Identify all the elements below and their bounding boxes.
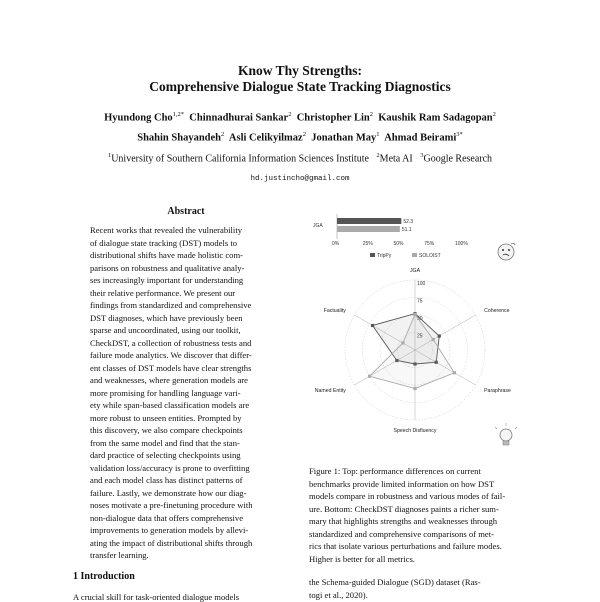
body-text-line: the Schema-guided Dialogue (SGD) dataset (Ras-: [309, 577, 481, 587]
author-name: Kaushik Ram Sadagopan: [378, 112, 493, 124]
abstract-line: parisons on robustness and qualitative analy-: [90, 262, 245, 273]
lightbulb-icon: [495, 423, 517, 445]
abstract-line: ety while span-based classification models are: [90, 400, 250, 410]
abstract-line: ent classes of DST models have clear strengths: [90, 362, 252, 373]
author-name: Christopher Lin: [296, 112, 370, 124]
radar-point: [413, 387, 416, 390]
affiliations: $^1$University of Southern California Information Sciences Institute $^2$Meta AI $^3$Google Research: [107, 152, 493, 165]
radar-axis-label: JGA: [409, 268, 421, 275]
radar-point: [401, 341, 404, 344]
affiliation: Google Research: [423, 153, 493, 165]
bar-x-tick-label: 0%: [332, 241, 340, 247]
author-name: Shahin Shayandeh: [137, 132, 221, 144]
caption-line: rics that isolate various perturbations and failure modes.: [309, 541, 502, 551]
abstract-line: Recent works that revealed the vulnerability: [90, 225, 243, 235]
radar-r-tick-label: 75: [417, 298, 423, 305]
caption-line: ure. Bottom: CheckDST diagnoses paints a richer sum-: [309, 503, 499, 514]
radar-r-tick-label: 50: [417, 316, 423, 322]
abstract-line: transfer learning.: [90, 550, 149, 560]
section-heading-introduction: 1 Introduction: [73, 571, 135, 582]
abstract-line: improvements to generation models by allevi-: [90, 525, 249, 535]
abstract-line: ses increasingly important for understanding: [90, 275, 244, 285]
legend-swatch-trippy: [370, 253, 375, 257]
abstract-line: more robust to unseen entities. Prompted by: [90, 412, 242, 423]
radar-chart: [315, 268, 511, 434]
abstract-line: and weaknesses, where generation models are: [90, 375, 248, 385]
radar-axis-label: Factuality: [323, 308, 346, 315]
abstract-line: CheckDST, a collection of robustness tests and: [90, 337, 252, 348]
bar-x-tick-label: 75%: [424, 241, 435, 247]
radar-r-tick-label: 25: [417, 333, 423, 340]
figure-caption: [309, 465, 541, 565]
radar-point: [453, 371, 456, 374]
abstract-line: non-dialogue data that offers comprehensive: [90, 512, 244, 523]
paper-title-line-1: Know Thy Strengths:: [237, 63, 363, 78]
authors-line-1: Hyundong Cho$^{1,2*}$ Chinnadhurai Sankar$^2$ Christopher Lin$^2$ Kaushik Ram Sadagopan$^2$: [104, 111, 496, 124]
abstract-line: dard practice of selecting checkpoints using: [90, 450, 241, 460]
author-name: Asli Celikyilmaz: [228, 132, 303, 144]
abstract-line: and each model class has distinct patterns of: [90, 475, 243, 485]
radar-point: [413, 313, 416, 316]
bar-x-tick-label: 100%: [455, 241, 468, 247]
caption-line: Higher is better for all metrics.: [309, 553, 415, 564]
abstract-line: ating the impact of distributional shifts through: [90, 537, 253, 548]
author-name: Chinnadhurai Sankar: [189, 112, 289, 124]
author-name: Ahmad Beirami: [384, 132, 457, 144]
radar-axis-label: Coherence: [484, 308, 510, 315]
introduction-first-line: A crucial skill for task-oriented dialogue models: [73, 592, 240, 602]
affiliation: University of Southern California Information Sciences Institute: [111, 153, 369, 165]
abstract-line: from the same model and find that the stan-: [90, 437, 240, 448]
caption-line: standardized and comprehensive comparisons of met-: [309, 528, 494, 539]
abstract-line: distributional shifts have made holistic com-: [90, 250, 243, 260]
caption-line: mary that highlights strengths and weaknesses through: [309, 516, 498, 526]
confused-face-icon: [498, 243, 515, 260]
abstract-line: failure. Lastly, we demonstrate how our diag-: [90, 487, 247, 498]
legend-label-soloist: SOLOIST: [419, 253, 441, 259]
abstract-line: sparse and uncoordinated, using our toolkit,: [90, 325, 241, 335]
abstract-line: failure mode analytics. We discover that differ-: [90, 350, 252, 360]
bar-value-label: 51.1: [401, 227, 412, 233]
abstract-heading: Abstract: [167, 206, 205, 217]
bar-x-tick-label: 25%: [362, 241, 373, 247]
abstract-line: this discovery, we also compare checkpoints: [90, 425, 243, 435]
radar-point: [368, 375, 371, 378]
bar-soloist-jga: [337, 226, 400, 232]
figure-1: [310, 212, 540, 452]
bar-x-tick-label: 50%: [393, 241, 404, 247]
radar-point: [371, 324, 374, 327]
affiliation: Meta AI: [379, 153, 413, 165]
radar-point: [432, 338, 435, 341]
caption-line: Figure 1: Top: performance differences on current: [309, 466, 481, 476]
abstract-line: noses motivate a pre-finetuning procedure with: [90, 500, 253, 510]
abstract-line: more promising for handling language vari-: [90, 387, 241, 398]
author-name: Jonathan May: [311, 132, 377, 144]
paper-title-line-2: Comprehensive Dialogue State Tracking Diagnostics: [149, 79, 451, 94]
author-name: Hyundong Cho: [104, 112, 173, 124]
abstract-line: their relative performance. We present our: [90, 287, 236, 298]
legend-swatch-soloist: [412, 253, 417, 257]
abstract-line: validation loss/accuracy is prone to overfitting: [90, 462, 250, 473]
abstract-line: findings from standardized and comprehensive: [90, 300, 252, 310]
caption-line: models compare in robustness and various modes of fail-: [309, 491, 506, 501]
abstract-body: [90, 224, 286, 562]
bar-trippy-jga: [337, 218, 401, 224]
bar-value-label: 52.3: [403, 219, 414, 225]
radar-axis-label: Speech Disfluency: [393, 427, 437, 434]
bar-chart: [313, 214, 468, 259]
legend-label-trippy: TripPy: [377, 253, 392, 259]
caption-line: benchmarks provide limited information on how DST: [309, 478, 495, 489]
body-text-line: togi et al., 2020).: [309, 590, 368, 600]
radar-axis-label: Paraphrase: [484, 387, 511, 394]
radar-point: [438, 334, 441, 337]
radar-axis-label: Named Entity: [314, 387, 346, 394]
author-email[interactable]: hd.justincho@gmail.com: [250, 175, 350, 183]
authors-line-2: Shahin Shayandeh$^2$ Asli Celikyilmaz$^2$ Jonathan May$^1$ Ahmad Beirami$^{3*}$: [137, 131, 463, 144]
radar-r-tick-label: 100: [417, 281, 426, 287]
abstract-line: of dialogue state tracking (DST) models to: [90, 237, 238, 248]
bar-category-label: JGA: [313, 223, 323, 229]
abstract-line: DST diagnoses, which have previously been: [90, 312, 243, 323]
